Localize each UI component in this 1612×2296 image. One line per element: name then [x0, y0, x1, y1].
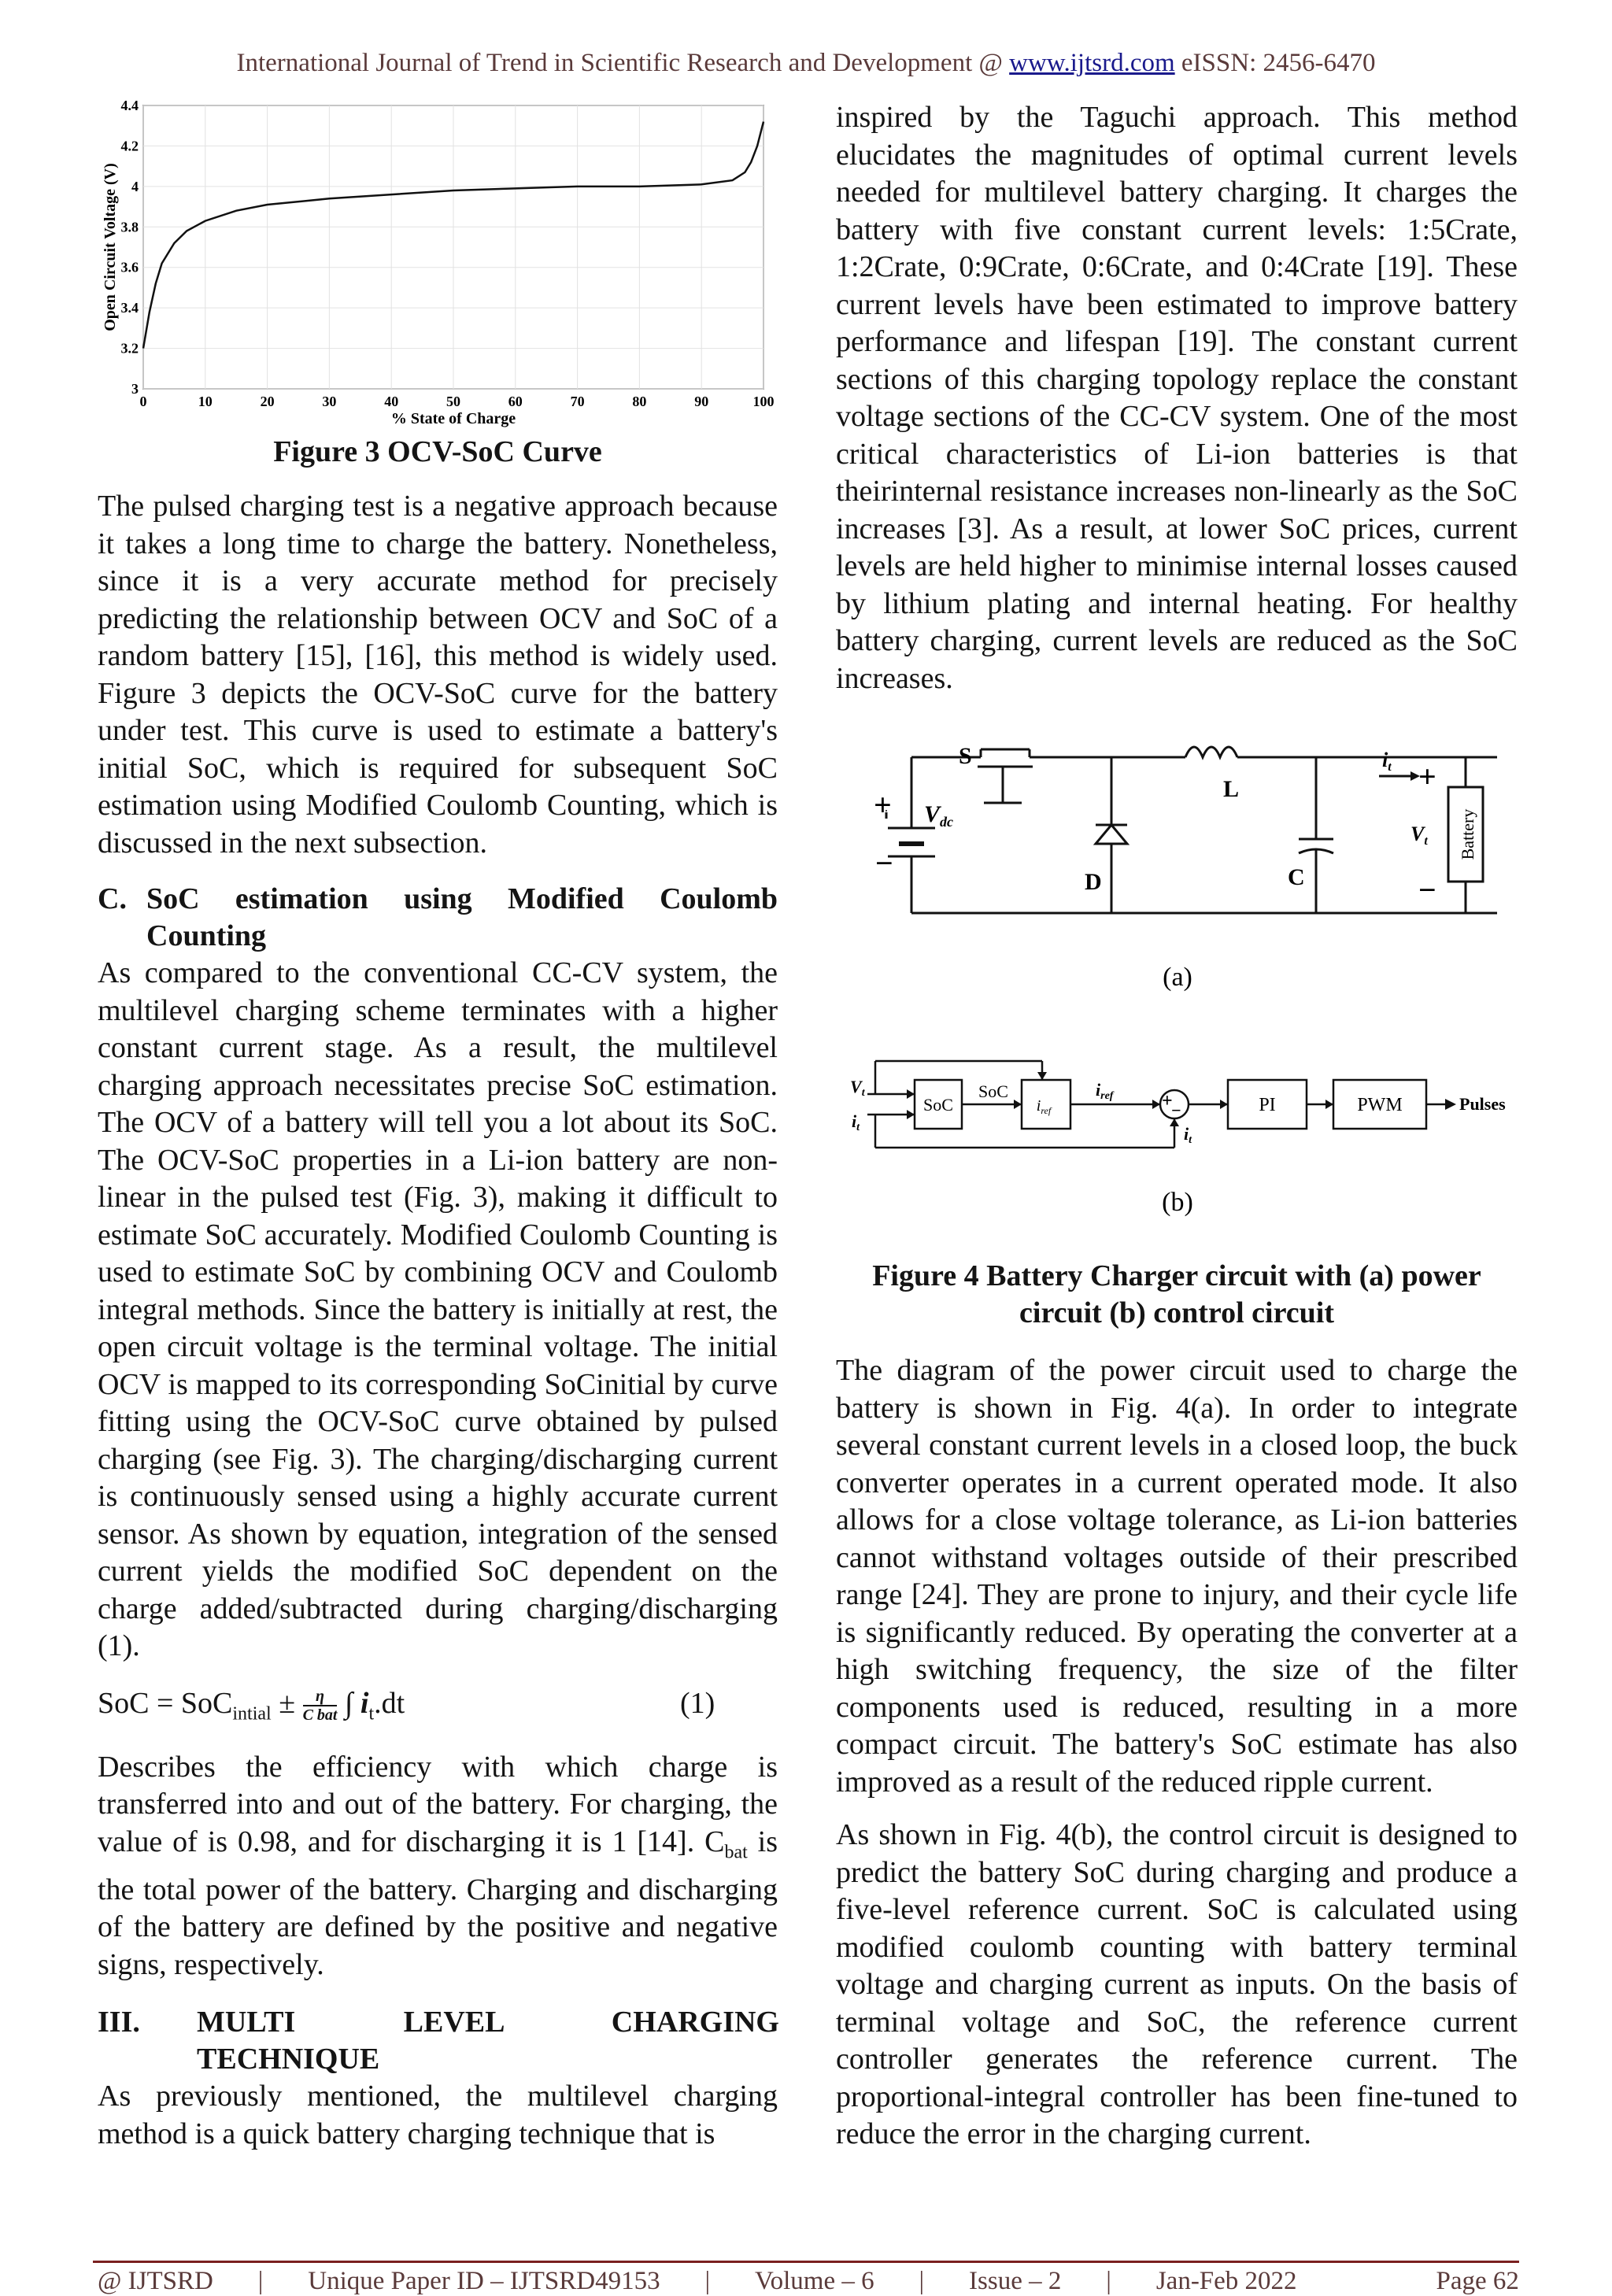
ctrl-it-label: it	[852, 1111, 860, 1133]
chart-x-tick-label: 90	[694, 394, 709, 409]
eq-i-sub: t	[368, 1703, 375, 1725]
circuit-label-l: L	[1223, 776, 1240, 802]
chart-y-tick-label: 4	[131, 178, 139, 194]
footer-sep: |	[257, 2267, 264, 2295]
ctrl-it2-label: it	[1184, 1124, 1192, 1146]
soc-block-label: SoC	[923, 1095, 953, 1115]
footer-volume: Volume – 6	[755, 2267, 874, 2295]
chart-y-tick-label: 3.2	[120, 340, 139, 357]
chart-x-tick-label: 20	[260, 394, 275, 409]
sum-plus: +	[1162, 1091, 1173, 1111]
pi-label: PI	[1259, 1095, 1276, 1115]
footer-issue: Issue – 2	[969, 2267, 1062, 2295]
eq-dt: .dt	[374, 1686, 405, 1720]
diode-triangle	[1096, 825, 1127, 844]
footer-date: Jan-Feb 2022	[1155, 2267, 1297, 2295]
footer-sep: |	[704, 2267, 711, 2295]
footer-journal: @ IJTSRD	[98, 2267, 213, 2295]
pwm-label: PWM	[1357, 1095, 1403, 1115]
eq-number: (1)	[680, 1686, 715, 1720]
circuit-a-label: (a)	[1163, 963, 1192, 992]
soc-wire-label: SoC	[978, 1081, 1008, 1101]
battery-label: Battery	[1458, 808, 1477, 860]
running-header	[0, 49, 1612, 78]
iref-wire-label: iref	[1096, 1080, 1114, 1102]
vt-label: Vt	[1410, 823, 1428, 848]
chart-y-tick-label: 4.2	[120, 138, 139, 154]
right-column	[836, 99, 1518, 2154]
arrow-iref	[1152, 1100, 1160, 1109]
footer-sep: |	[919, 2267, 925, 2295]
source-minus: −	[875, 845, 893, 881]
circuit-label-d: D	[1085, 869, 1102, 895]
chart-ylabel: Open Circuit Voltage (V)	[102, 163, 119, 331]
pulses-label: Pulses	[1459, 1094, 1506, 1114]
chart-xlabel: % State of Charge	[390, 410, 516, 427]
eq-fraction	[303, 1688, 338, 1724]
battery-minus: −	[1418, 872, 1436, 908]
paragraph: The diagram of the power circuit used to charge the battery is shown in Fig. 4(a). In order to integrate several constant current levels in a closed loop, the buck converter operates in a current operated mode. It also allows for a close voltage tolerance, as Li-ion batteries cannot withstand voltages outside of their prescribed range [24]. They are prone to injury, and their cycle life is significantly reduced. By operating the converter at a high switching frequency, the size of the filter components used is reduced, resulting in a more compact circuit. The battery's SoC estimate has also improved as a result of the reduced ripple current.	[836, 1354, 1518, 1799]
section-c-number: C.	[98, 882, 127, 915]
control-circuit-diagram	[836, 1030, 1518, 1234]
it-label: it	[1382, 749, 1392, 774]
sum-minus: −	[1171, 1100, 1181, 1120]
p3-text-b: is the total power of the battery. Charging and discharging of the battery are defined by the positive and negative signs, respectively.	[98, 1825, 778, 1981]
eq-num: η	[303, 1688, 338, 1706]
chart-x-tick-label: 60	[508, 394, 523, 409]
journal-name: International Journal of Trend in Scientific Research and Development @	[236, 49, 1003, 77]
footer-paper-id: Unique Paper ID – IJTSRD49153	[308, 2267, 660, 2295]
eq-lhs: SoC = SoC	[98, 1686, 233, 1720]
p3-sub: bat	[724, 1842, 748, 1863]
issn: eISSN: 2456-6470	[1181, 49, 1376, 77]
ocv-soc-chart	[98, 87, 778, 433]
paragraph: As shown in Fig. 4(b), the control circuit is designed to predict the battery SoC during charging and produce a five-level reference current. SoC is calculated using modified coulomb counting with battery terminal voltage and charging current as inputs. On the basis of terminal voltage and SoC, the reference current controller generates the reference current. The proportional-integral controller has been fine-tuned to reduce the error in the charging current.	[836, 1818, 1518, 2150]
circuit-b-label: (b)	[1162, 1188, 1193, 1217]
chart-x-tick-label: 30	[322, 394, 337, 409]
paragraph: inspired by the Taguchi approach. This method elucidates the magnitudes of optimal current levels needed for multilevel battery charging. It charges the battery with five constant current levels: 1:5Crate, 1:2Crate, 0:9Crate, 0:6Crate, and 0:4Crate [19]. These current levels have been estimated to improve battery performance and lifespan [19]. The constant current sections of this charging topology replace the constant voltage sections of the CC-CV system. One of the most critical characteristics of Li-ion batteries is that theirinternal resistance increases non-linearly as the SoC increases [3]. As a result, at lower SoC prices, current levels are held higher to minimise internal losses caused by lithium plating and internal heating. For healthy battery charging, current levels are reduced as the SoC increases.	[836, 101, 1518, 695]
chart-y-tick-label: 3	[131, 381, 139, 397]
chart-x-tick-label: 40	[384, 394, 399, 409]
chart-y-tick-label: 3.6	[120, 259, 139, 275]
chart-y-tick-label: 3.4	[120, 300, 139, 316]
eq-sub: intial	[232, 1703, 272, 1725]
p3-text-a: Describes the efficiency with which charge is transferred into and out of the battery. For charging, the value of is 0.98, and for discharging it is 1 [14]. C	[98, 1750, 778, 1858]
eq-integral: ∫	[344, 1686, 353, 1720]
paragraph: As compared to the conventional CC-CV system, the multilevel charging scheme terminates with a higher constant current stage. As a result, the multilevel charging approach necessitates precise SoC estimation. The OCV of a battery will tell you a lot about its SoC. The OCV-SoC properties in a Li-ion battery are non-linear in the pulsed test (Fig. 3), making it difficult to estimate SoC accurately. Modified Coulomb Counting is used to estimate SoC by combining OCV and Coulomb integral methods. Since the battery is initially at rest, the open circuit voltage is the terminal voltage. The initial OCV is mapped to its corresponding SoCinitial by curve fitting using the OCV-SoC curve obtained by pulsed charging (see Fig. 3). The charging/discharging current is continuously sensed using a highly accurate current sensor. As shown by equation, integration of the sensed current yields the modified SoC dependent on the charge added/subtracted during charging/discharging (1).	[98, 956, 778, 1662]
arrow-pulses	[1445, 1099, 1456, 1110]
section-c-heading	[98, 881, 778, 955]
arrow-vt-down	[1037, 1072, 1047, 1080]
footer-rule	[93, 2261, 1519, 2263]
source-plus: +	[874, 787, 892, 823]
chart-x-tick-label: 100	[752, 394, 775, 409]
arrow-soc	[1014, 1100, 1022, 1109]
equation-1	[98, 1684, 778, 1728]
vdc-label: $V_{dc}$	[924, 801, 954, 830]
iref-block	[1022, 1080, 1070, 1129]
footer-page: Page 62	[1436, 2267, 1519, 2295]
circuit-label-c: C	[1288, 864, 1305, 890]
eq-i: i	[360, 1686, 369, 1720]
chart-x-tick-label: 10	[198, 394, 213, 409]
chart-y-tick-label: 4.4	[120, 98, 139, 113]
ctrl-vt-label: Vt	[850, 1077, 865, 1099]
arrow-pi	[1220, 1100, 1228, 1109]
iref-block-label: $i_{ref}$	[1036, 1097, 1052, 1116]
paragraph: The pulsed charging test is a negative approach because it takes a long time to charge the battery. Nonetheless, since it is a very accurate method for precisely predicting the relationship between OCV and SoC of a random battery [15], [16], this method is widely used. Figure 3 depicts the OCV-SoC curve for the battery under test. This curve is used to estimate a battery's initial SoC, which is required for subsequent SoC estimation using Modified Coulomb Counting, which is discussed in the next subsection.	[98, 490, 778, 860]
arrow-vt	[907, 1089, 915, 1099]
chart-x-tick-label: 70	[570, 394, 585, 409]
arrow-pwm	[1325, 1100, 1333, 1109]
chart-x-tick-label: 0	[139, 394, 147, 409]
inductor-coil	[1185, 747, 1237, 757]
paragraph: As previously mentioned, the multilevel charging method is a quick battery charging technique that is	[98, 2080, 778, 2150]
figure-4-caption: Figure 4 Battery Charger circuit with (a) power circuit (b) control circuit	[872, 1259, 1481, 1329]
section-c-title: SoC estimation using Modified Coulomb Counting	[146, 882, 778, 952]
eq-den: C bat	[302, 1706, 338, 1724]
chart-x-tick-label: 50	[446, 394, 460, 409]
battery-plus: +	[1418, 759, 1436, 794]
chart-y-tick-label: 3.8	[120, 219, 139, 235]
figure-3-caption: Figure 3 OCV-SoC Curve	[273, 435, 602, 468]
chart-x-tick-label: 80	[632, 394, 647, 409]
section-3-title: MULTI LEVEL CHARGING TECHNIQUE	[197, 2006, 779, 2076]
eq-pm: ±	[279, 1686, 296, 1720]
left-column	[98, 87, 778, 2153]
power-circuit-diagram	[836, 718, 1518, 1025]
section-3-number: III.	[98, 2006, 140, 2039]
paragraph	[98, 1749, 778, 1984]
section-3-heading	[98, 2004, 778, 2078]
arrow-it	[907, 1110, 915, 1119]
journal-url-link[interactable]: www.ijtsrd.com	[1009, 49, 1175, 77]
circuit-label-s: S	[959, 743, 972, 769]
footer	[98, 2267, 1519, 2296]
footer-sep: |	[1106, 2267, 1111, 2295]
